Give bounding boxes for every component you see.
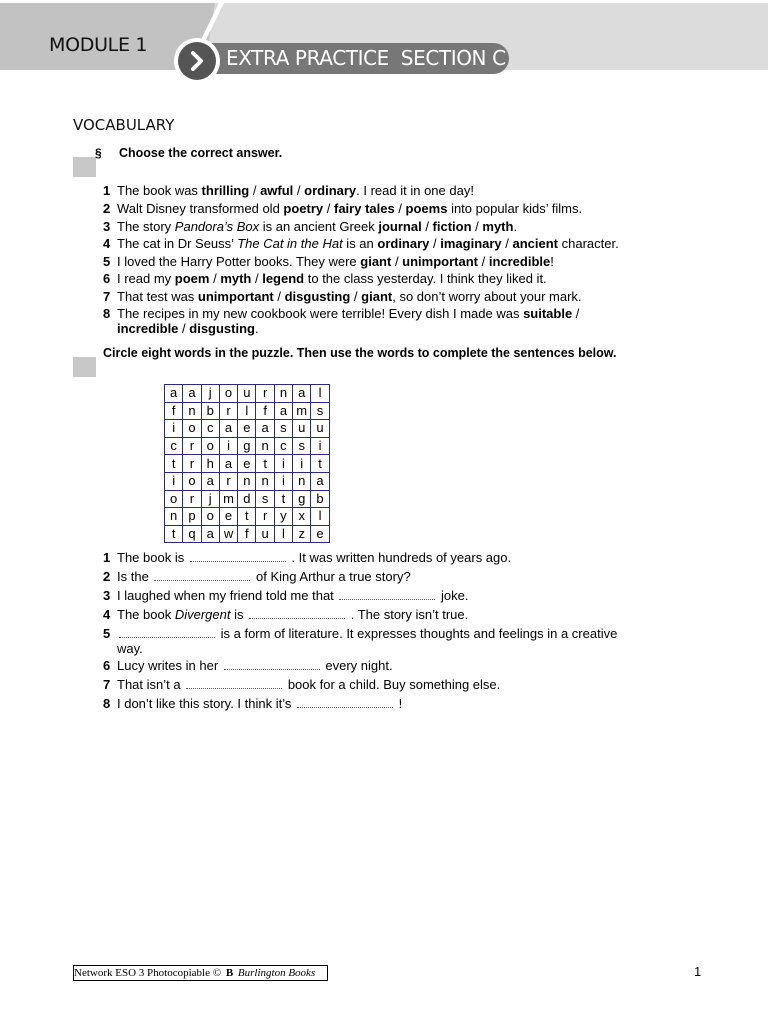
item-text: I read my poem / myth / legend to the class yesterday. I think they liked it. bbox=[117, 271, 547, 286]
grid-cell[interactable]: a bbox=[219, 420, 237, 438]
grid-cell[interactable]: i bbox=[311, 437, 329, 455]
grid-cell[interactable]: u bbox=[256, 525, 274, 543]
footer-publisher: Burlington Books bbox=[237, 967, 316, 979]
grid-cell[interactable]: t bbox=[165, 525, 183, 543]
grid-row bbox=[165, 490, 330, 508]
item-text: Walt Disney transformed old poetry / fairy tales / poems into popular kids’ films. bbox=[117, 201, 583, 216]
item-text: I don’t like this story. I think it’s ! bbox=[117, 696, 403, 711]
grid-cell[interactable]: u bbox=[311, 420, 329, 438]
grid-cell[interactable]: s bbox=[311, 402, 329, 420]
grid-cell[interactable]: i bbox=[274, 455, 292, 473]
grid-cell[interactable]: f bbox=[256, 402, 274, 420]
grid-row bbox=[165, 525, 330, 543]
grid-cell[interactable]: r bbox=[219, 402, 237, 420]
item-text: The recipes in my new cookbook were terrible! Every dish I made was suitable / incredible / disgusting. bbox=[117, 306, 580, 336]
grid-cell[interactable]: a bbox=[219, 455, 237, 473]
grid-cell[interactable]: b bbox=[201, 402, 219, 420]
grid-cell[interactable]: a bbox=[165, 385, 183, 403]
grid-cell[interactable]: o bbox=[183, 420, 201, 438]
grid-cell[interactable]: r bbox=[183, 490, 201, 508]
item-number: 5 bbox=[103, 254, 111, 269]
footer-copyright bbox=[73, 965, 328, 981]
grid-cell[interactable]: i bbox=[219, 437, 237, 455]
answer-blank[interactable] bbox=[154, 570, 250, 581]
burlington-logo-icon: B bbox=[225, 967, 234, 979]
exercise-bullet: § bbox=[95, 146, 102, 160]
answer-blank[interactable] bbox=[119, 627, 215, 638]
item-number: 2 bbox=[103, 201, 111, 216]
item-number: 6 bbox=[103, 658, 111, 673]
grid-cell[interactable]: i bbox=[165, 472, 183, 490]
grid-cell[interactable]: o bbox=[165, 490, 183, 508]
grid-row bbox=[165, 508, 330, 526]
grid-cell[interactable]: e bbox=[238, 420, 256, 438]
grid-cell[interactable]: a bbox=[256, 420, 274, 438]
grid-cell[interactable]: z bbox=[293, 525, 311, 543]
grid-cell[interactable]: j bbox=[201, 385, 219, 403]
grid-row bbox=[165, 455, 330, 473]
grid-cell[interactable]: m bbox=[219, 490, 237, 508]
grid-cell[interactable]: n bbox=[183, 402, 201, 420]
item-text: Is the of King Arthur a true story? bbox=[117, 569, 411, 584]
grid-cell[interactable]: r bbox=[219, 472, 237, 490]
grid-cell[interactable]: u bbox=[293, 420, 311, 438]
grid-cell[interactable]: s bbox=[256, 490, 274, 508]
grid-cell[interactable]: a bbox=[293, 385, 311, 403]
grid-cell[interactable]: r bbox=[183, 455, 201, 473]
answer-blank[interactable] bbox=[249, 608, 345, 619]
grid-cell[interactable]: e bbox=[311, 525, 329, 543]
answer-blank[interactable] bbox=[297, 697, 393, 708]
grid-cell[interactable]: s bbox=[274, 420, 292, 438]
grid-cell[interactable]: n bbox=[256, 437, 274, 455]
module-title: MODULE 1 bbox=[49, 34, 148, 56]
grid-cell[interactable]: l bbox=[311, 508, 329, 526]
item-text: Lucy writes in her every night. bbox=[117, 658, 393, 673]
grid-cell[interactable]: c bbox=[201, 420, 219, 438]
chevron-right-icon bbox=[178, 42, 216, 80]
item-number: 4 bbox=[103, 607, 111, 622]
grid-cell[interactable]: l bbox=[274, 525, 292, 543]
item-number: 3 bbox=[103, 219, 111, 234]
grid-cell[interactable]: b bbox=[311, 490, 329, 508]
grid-cell[interactable]: a bbox=[201, 472, 219, 490]
item-number: 1 bbox=[103, 183, 111, 198]
grid-cell[interactable]: s bbox=[293, 437, 311, 455]
grid-cell[interactable]: w bbox=[219, 525, 237, 543]
grid-cell[interactable]: j bbox=[201, 490, 219, 508]
vocabulary-heading: VOCABULARY bbox=[73, 116, 175, 134]
item-number: 5 bbox=[103, 626, 111, 641]
grid-cell[interactable]: t bbox=[311, 455, 329, 473]
word-search-grid bbox=[164, 384, 330, 543]
grid-cell[interactable]: e bbox=[238, 455, 256, 473]
grid-cell[interactable]: u bbox=[238, 385, 256, 403]
grid-cell[interactable]: h bbox=[201, 455, 219, 473]
grid-cell[interactable]: i bbox=[274, 472, 292, 490]
grid-cell[interactable]: n bbox=[293, 472, 311, 490]
grid-cell[interactable]: o bbox=[201, 508, 219, 526]
grid-cell[interactable]: g bbox=[293, 490, 311, 508]
grid-cell[interactable]: t bbox=[165, 455, 183, 473]
grid-cell[interactable]: f bbox=[165, 402, 183, 420]
grid-cell[interactable]: a bbox=[311, 472, 329, 490]
grid-cell[interactable]: a bbox=[201, 525, 219, 543]
grid-cell[interactable]: d bbox=[238, 490, 256, 508]
item-number: 7 bbox=[103, 677, 111, 692]
item-text: That isn’t a book for a child. Buy something else. bbox=[117, 677, 501, 692]
grid-cell[interactable]: a bbox=[274, 402, 292, 420]
grid-cell[interactable]: l bbox=[311, 385, 329, 403]
grid-cell[interactable]: n bbox=[274, 385, 292, 403]
grid-cell[interactable]: t bbox=[256, 455, 274, 473]
grid-row bbox=[165, 472, 330, 490]
grid-cell[interactable]: e bbox=[219, 508, 237, 526]
grid-cell[interactable]: a bbox=[183, 385, 201, 403]
grid-cell[interactable]: i bbox=[165, 420, 183, 438]
grid-row bbox=[165, 402, 330, 420]
grid-cell[interactable]: r bbox=[256, 508, 274, 526]
item-text: The book is . It was written hundreds of years ago. bbox=[117, 550, 512, 565]
item-text: The story Pandora’s Box is an ancient Greek journal / fiction / myth. bbox=[117, 219, 518, 234]
grid-cell[interactable]: i bbox=[293, 455, 311, 473]
grid-cell[interactable]: r bbox=[256, 385, 274, 403]
answer-blank[interactable] bbox=[190, 551, 286, 562]
item-number: 1 bbox=[103, 550, 111, 565]
item-number: 2 bbox=[103, 569, 111, 584]
grid-cell[interactable]: p bbox=[183, 508, 201, 526]
item-number: 6 bbox=[103, 271, 111, 286]
exercise2-instruction: Circle eight words in the puzzle. Then use the words to complete the sentences below. bbox=[103, 346, 617, 360]
grid-cell[interactable]: o bbox=[219, 385, 237, 403]
grid-row bbox=[165, 385, 330, 403]
item-text: The cat in Dr Seuss’ The Cat in the Hat is an ordinary / imaginary / ancient character. bbox=[117, 236, 619, 251]
grid-cell[interactable]: f bbox=[238, 525, 256, 543]
item-text: That test was unimportant / disgusting / giant, so don’t worry about your mark. bbox=[117, 289, 582, 304]
grid-cell[interactable]: g bbox=[238, 437, 256, 455]
answer-blank[interactable] bbox=[339, 589, 435, 600]
exercise-number-box-1 bbox=[73, 157, 96, 177]
grid-cell[interactable]: n bbox=[256, 472, 274, 490]
grid-cell[interactable]: o bbox=[183, 472, 201, 490]
grid-cell[interactable]: t bbox=[274, 490, 292, 508]
item-text: The book was thrilling / awful / ordinary. I read it in one day! bbox=[117, 183, 474, 198]
item-number: 8 bbox=[103, 306, 111, 321]
section-banner-text: EXTRA PRACTICE SECTION C bbox=[226, 46, 506, 70]
item-text: I loved the Harry Potter books. They were giant / unimportant / incredible! bbox=[117, 254, 554, 269]
grid-cell[interactable]: t bbox=[238, 508, 256, 526]
item-number: 4 bbox=[103, 236, 111, 251]
grid-row bbox=[165, 437, 330, 455]
grid-cell[interactable]: n bbox=[165, 508, 183, 526]
item-text: is a form of literature. It expresses thoughts and feelings in a creative way. bbox=[117, 626, 618, 656]
grid-cell[interactable]: c bbox=[274, 437, 292, 455]
grid-cell[interactable]: n bbox=[238, 472, 256, 490]
item-number: 7 bbox=[103, 289, 111, 304]
exercise1-instruction: Choose the correct answer. bbox=[119, 146, 283, 160]
grid-row bbox=[165, 420, 330, 438]
grid-cell[interactable]: y bbox=[274, 508, 292, 526]
page-number: 1 bbox=[694, 964, 702, 979]
grid-cell[interactable]: o bbox=[201, 437, 219, 455]
item-number: 8 bbox=[103, 696, 111, 711]
item-text: I laughed when my friend told me that joke. bbox=[117, 588, 469, 603]
footer-text: Network ESO 3 Photocopiable © bbox=[74, 967, 222, 979]
grid-cell[interactable]: q bbox=[183, 525, 201, 543]
answer-blank[interactable] bbox=[224, 659, 320, 670]
item-text: The book Divergent is . The story isn’t true. bbox=[117, 607, 469, 622]
exercise-number-box-2 bbox=[73, 357, 96, 377]
grid-cell[interactable]: r bbox=[183, 437, 201, 455]
answer-blank[interactable] bbox=[186, 678, 282, 689]
grid-cell[interactable]: m bbox=[293, 402, 311, 420]
item-number: 3 bbox=[103, 588, 111, 603]
grid-cell[interactable]: c bbox=[165, 437, 183, 455]
grid-cell[interactable]: l bbox=[238, 402, 256, 420]
grid-cell[interactable]: x bbox=[293, 508, 311, 526]
